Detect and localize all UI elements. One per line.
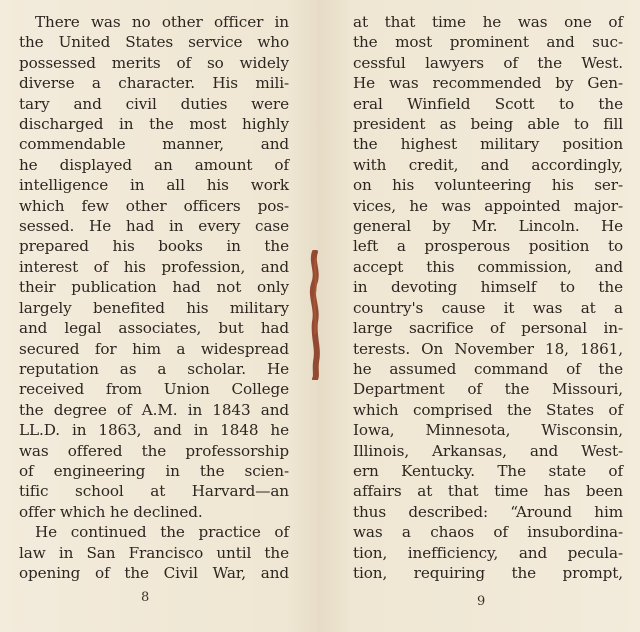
text-line: ern Kentucky. The state of (353, 461, 623, 480)
text-line: on his volunteering his ser- (353, 176, 623, 195)
text-line: LL.D. in 1863, and in 1848 he (19, 421, 289, 440)
text-line: cessful lawyers of the West. (353, 53, 623, 72)
text-line: affairs at that time has been (353, 482, 623, 501)
text-line: the degree of A.M. in 1843 and (19, 400, 289, 419)
text-line: left a prosperous position to (353, 237, 623, 256)
text-line: which comprised the States of (353, 400, 623, 419)
text-line: country's cause it was at a (353, 298, 623, 317)
text-line: and legal associates, but had (19, 319, 289, 338)
text-line: tary and civil duties were (19, 94, 289, 113)
text-line: at that time he was one of (353, 13, 623, 31)
text-line: largely benefited his military (19, 298, 289, 317)
text-line: the United States service who (19, 33, 289, 52)
right-page-text (353, 12, 623, 583)
text-line: he assumed command of the (353, 359, 623, 378)
text-line: vices, he was appointed major- (353, 196, 623, 215)
text-line: sessed. He had in every case (19, 217, 289, 236)
text-line: the highest military position (353, 135, 623, 154)
text-line: president as being able to fill (353, 115, 623, 134)
text-line: received from Union College (19, 380, 289, 399)
text-line: general by Mr. Lincoln. He (353, 217, 623, 236)
text-line: he displayed an amount of (19, 155, 289, 174)
page-number-right: 9 (477, 594, 486, 609)
binding-thread-mark (305, 250, 325, 380)
text-line: prepared his books in the (19, 237, 289, 256)
page-number-left: 8 (141, 590, 150, 605)
text-line: commendable manner, and (19, 135, 289, 154)
text-line: with credit, and accordingly, (353, 155, 623, 174)
text-line: tific school at Harvard—an (19, 482, 289, 501)
text-line: possessed merits of so widely (19, 53, 289, 72)
text-line: reputation as a scholar. He (19, 359, 289, 378)
text-line: secured for him a widespread (19, 339, 289, 358)
text-line: in devoting himself to the (353, 278, 623, 297)
text-line: large sacrifice of personal in- (353, 319, 623, 338)
text-line: Iowa, Minnesota, Wisconsin, (353, 421, 623, 440)
text-line: diverse a character. His mili- (19, 74, 289, 93)
text-line: was a chaos of insubordina- (353, 523, 623, 542)
text-line: terests. On November 18, 1861, (353, 339, 623, 358)
text-line: offer which he declined. (19, 502, 203, 521)
text-line: interest of his profession, and (19, 257, 289, 276)
text-line: He continued the practice of (35, 523, 289, 542)
text-line: There was no other officer in (35, 13, 289, 31)
text-line: law in San Francisco until the (19, 543, 289, 562)
left-page-text (19, 12, 289, 583)
text-line: of engineering in the scien- (19, 461, 289, 480)
text-line: tion, inefficiency, and pecula- (353, 543, 623, 562)
text-line: Department of the Missouri, (353, 380, 623, 399)
text-line: Illinois, Arkansas, and West- (353, 441, 623, 460)
text-line: He was recommended by Gen- (353, 74, 623, 93)
text-line: thus described: “Around him (353, 502, 623, 521)
text-line: the most prominent and suc- (353, 33, 623, 52)
text-line: their publication had not only (19, 278, 289, 297)
text-line: opening of the Civil War, and (19, 563, 289, 582)
text-line: was offered the professorship (19, 441, 289, 460)
text-line: accept this commission, and (353, 257, 623, 276)
text-line: which few other officers pos- (19, 196, 289, 215)
text-line: intelligence in all his work (19, 176, 289, 195)
text-line: tion, requiring the prompt, (353, 563, 623, 582)
text-line: discharged in the most highly (19, 115, 289, 134)
thread-stain-highlight (314, 258, 316, 334)
text-line: eral Winfield Scott to the (353, 94, 623, 113)
